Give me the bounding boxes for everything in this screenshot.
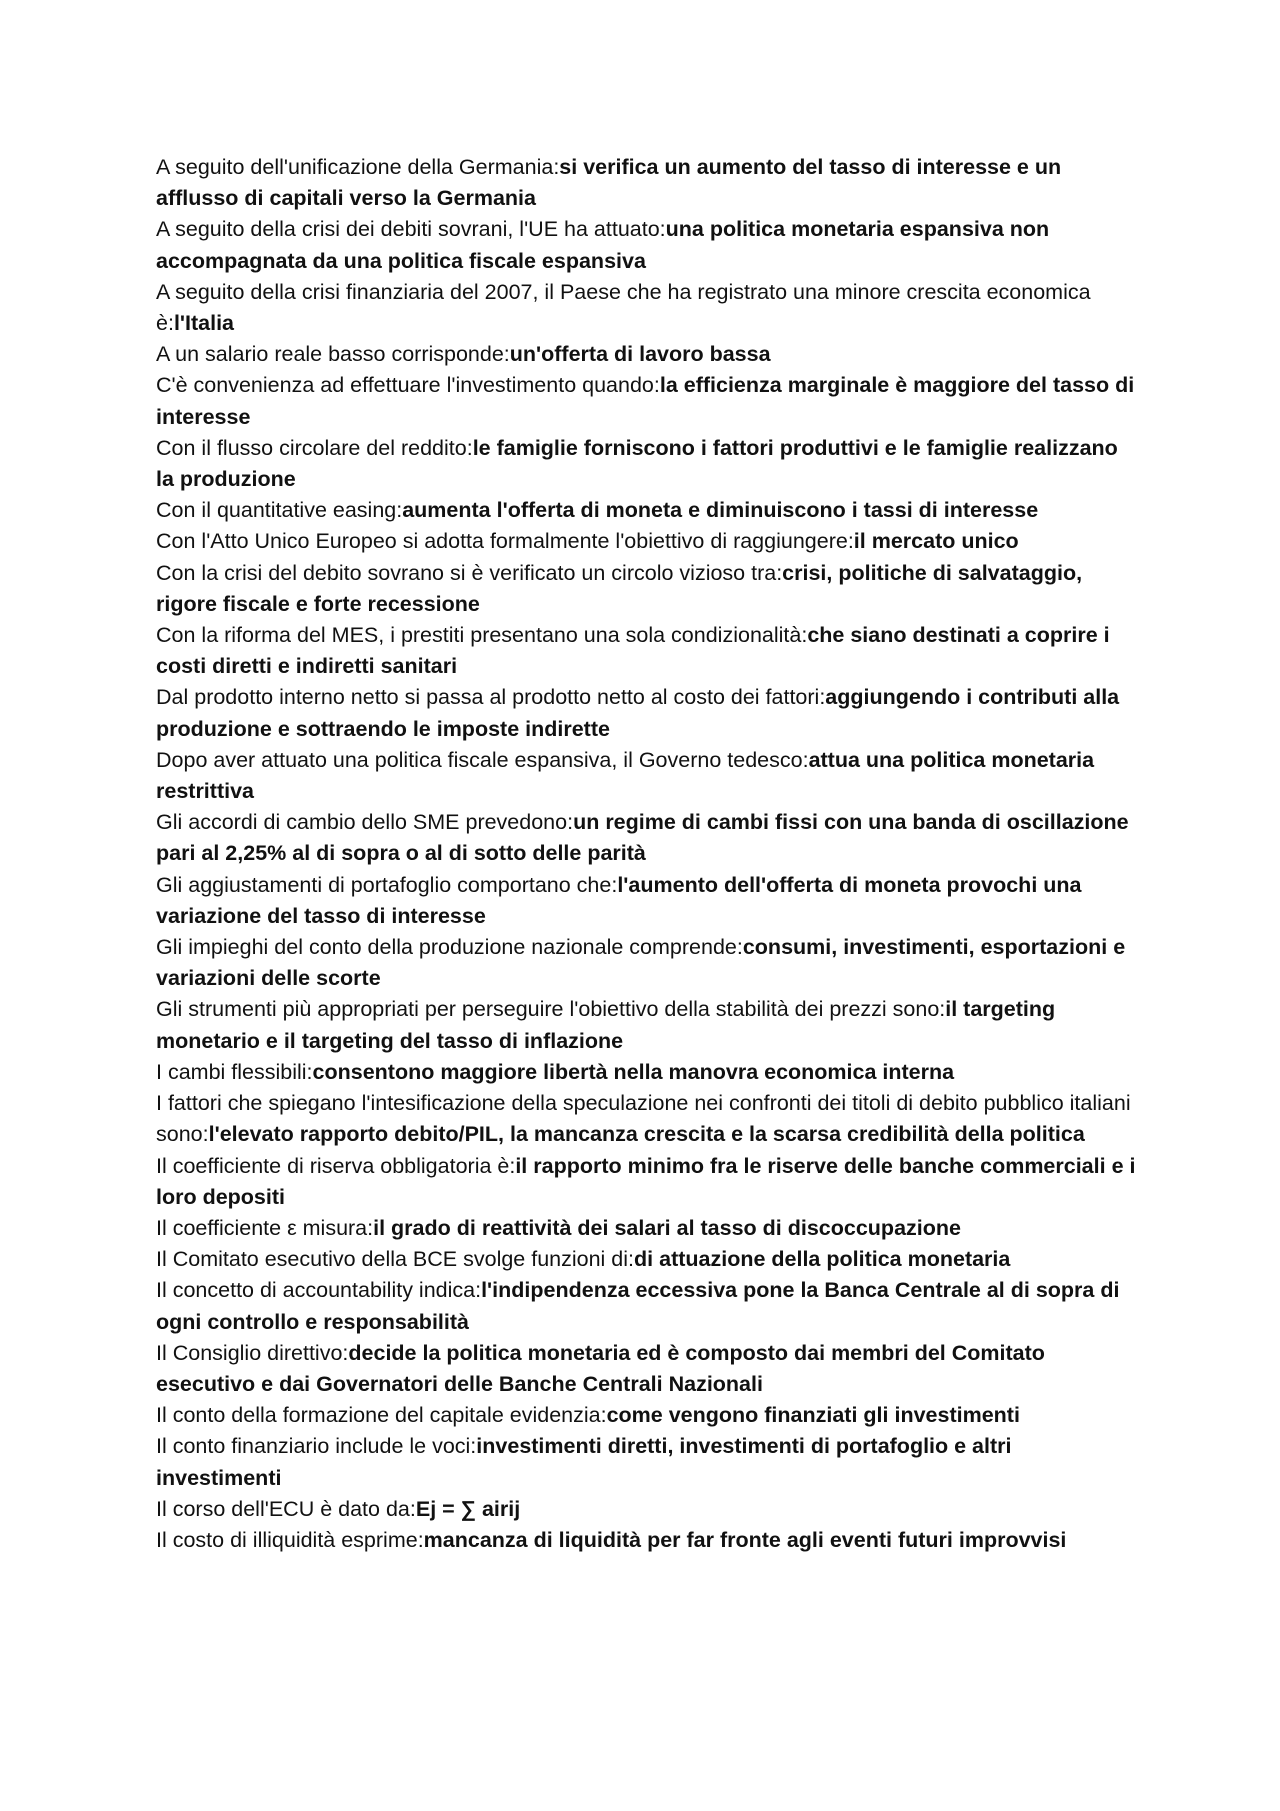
answer-text: che siano destinati a coprire i costi diretti e indiretti sanitari	[156, 623, 1110, 679]
question-text: Dal prodotto interno netto si passa al prodotto netto al costo dei fattori:	[156, 685, 826, 710]
answer-text: un'offerta di lavoro bassa	[509, 342, 771, 367]
qa-item	[156, 339, 1136, 370]
qa-item	[156, 370, 1136, 432]
question-text: Il costo di illiquidità esprime:	[156, 1527, 424, 1552]
qa-item	[156, 994, 1136, 1056]
answer-text: il mercato unico	[853, 529, 1019, 554]
qa-item	[156, 433, 1136, 495]
question-text: Il Comitato esecutivo della BCE svolge funzioni di:	[156, 1247, 635, 1272]
answer-text: di attuazione della politica monetaria	[634, 1247, 1011, 1272]
question-text: Il conto finanziario include le voci:	[156, 1434, 477, 1459]
answer-text: attua una politica monetaria restrittiva	[156, 747, 1095, 804]
question-text: Il coefficiente ε misura:	[156, 1215, 374, 1240]
qa-item	[156, 620, 1136, 682]
qa-item	[156, 277, 1136, 339]
question-text: Con la crisi del debito sovrano si è verificato un circolo vizioso tra:	[156, 560, 783, 585]
qa-item	[156, 152, 1136, 214]
qa-item	[156, 870, 1136, 932]
answer-text: il targeting monetario e il targeting del tasso di inflazione	[156, 997, 1056, 1053]
qa-item	[156, 1088, 1136, 1150]
qa-item	[156, 1431, 1136, 1493]
qa-item	[156, 1494, 1136, 1525]
question-text: I fattori che spiegano l'intesificazione della speculazione nei confronti dei titoli di debito pubblico italiani sono:	[156, 1091, 1131, 1147]
question-text: Gli accordi di cambio dello SME prevedono:	[156, 810, 574, 835]
question-text: A un salario reale basso corrisponde:	[156, 342, 510, 367]
answer-text: l'elevato rapporto debito/PIL, la mancanza crescita e la scarsa credibilità della politica	[208, 1122, 1085, 1147]
answer-text: come vengono finanziati gli investimenti	[606, 1403, 1020, 1428]
question-text: Con l'Atto Unico Europeo si adotta formalmente l'obiettivo di raggiungere:	[156, 529, 854, 554]
qa-item	[156, 1057, 1136, 1088]
question-text: I cambi flessibili:	[156, 1059, 313, 1084]
answer-text: l'indipendenza eccessiva pone la Banca Centrale al di sopra di ogni controllo e responsabilità	[156, 1278, 1120, 1334]
qa-item	[156, 495, 1136, 526]
answer-text: il rapporto minimo fra le riserve delle banche commerciali e i loro depositi	[156, 1153, 1136, 1209]
answer-text: crisi, politiche di salvataggio, rigore fiscale e forte recessione	[156, 560, 1083, 616]
qa-item	[156, 1525, 1136, 1556]
qa-item	[156, 682, 1136, 744]
answer-text: l'aumento dell'offerta di moneta provochi una variazione del tasso di interesse	[156, 872, 1082, 928]
qa-item	[156, 932, 1136, 994]
answer-text: aumenta l'offerta di moneta e diminuiscono i tassi di interesse	[402, 498, 1039, 523]
question-text: Gli strumenti più appropriati per perseguire l'obiettivo della stabilità dei prezzi sono:	[156, 997, 946, 1022]
answer-text: l'Italia	[173, 311, 235, 336]
question-text: Il Consiglio direttivo:	[156, 1340, 349, 1365]
question-text: Il concetto di accountability indica:	[156, 1278, 482, 1303]
qa-item	[156, 1275, 1136, 1337]
qa-item	[156, 745, 1136, 807]
answer-text: aggiungendo i contributi alla produzione e sottraendo le imposte indirette	[156, 685, 1120, 741]
question-text: Gli impieghi del conto della produzione nazionale comprende:	[156, 935, 743, 960]
question-text: A seguito della crisi dei debiti sovrani, l'UE ha attuato:	[156, 217, 666, 242]
answer-text: si verifica un aumento del tasso di interesse e un afflusso di capitali verso la Germania	[156, 155, 1062, 211]
question-text: Dopo aver attuato una politica fiscale espansiva, il Governo tedesco:	[156, 747, 809, 772]
answer-text: decide la politica monetaria ed è composto dai membri del Comitato esecutivo e dai Governatori delle Banche Centrali Nazionali	[156, 1340, 1045, 1396]
answer-text: il grado di reattività dei salari al tasso di discoccupazione	[373, 1215, 961, 1240]
answer-text: consentono maggiore libertà nella manovra economica interna	[312, 1059, 955, 1084]
qa-item	[156, 1400, 1136, 1431]
question-text: C'è convenienza ad effettuare l'investimento quando:	[156, 373, 660, 398]
answer-text: consumi, investimenti, esportazioni e variazioni delle scorte	[156, 935, 1126, 991]
qa-item	[156, 1244, 1136, 1275]
question-text: A seguito della crisi finanziaria del 2007, il Paese che ha registrato una minore crescita economica è:	[156, 279, 1091, 336]
qa-item	[156, 558, 1136, 620]
question-text: Il coefficiente di riserva obbligatoria è:	[156, 1153, 516, 1178]
qa-item	[156, 526, 1136, 557]
question-text: Con il quantitative easing:	[156, 498, 403, 523]
answer-text: un regime di cambi fissi con una banda di oscillazione pari al 2,25% al di sopra o al di sotto delle parità	[156, 810, 1129, 866]
document-page	[156, 152, 1136, 1556]
qa-item	[156, 807, 1136, 869]
question-text: Con la riforma del MES, i prestiti presentano una sola condizionalità:	[156, 623, 808, 648]
answer-text: le famiglie forniscono i fattori produttivi e le famiglie realizzano la produzione	[156, 435, 1118, 492]
qa-item	[156, 1213, 1136, 1244]
question-text: Il corso dell'ECU è dato da:	[156, 1496, 416, 1521]
answer-text: mancanza di liquidità per far fronte agli eventi futuri improvvisi	[423, 1527, 1067, 1552]
qa-item	[156, 1338, 1136, 1400]
qa-item	[156, 214, 1136, 276]
question-text: Con il flusso circolare del reddito:	[156, 435, 473, 460]
question-text: Gli aggiustamenti di portafoglio comportano che:	[156, 872, 618, 897]
answer-text: la efficienza marginale è maggiore del tasso di interesse	[156, 373, 1135, 429]
answer-text: una politica monetaria espansiva non accompagnata da una politica fiscale espansiva	[156, 217, 1050, 273]
answer-text: investimenti diretti, investimenti di portafoglio e altri investimenti	[156, 1434, 1012, 1490]
answer-text: Ej = ∑ airij	[415, 1496, 521, 1521]
question-text: A seguito dell'unificazione della Germania:	[156, 155, 560, 179]
question-text: Il conto della formazione del capitale evidenzia:	[156, 1403, 607, 1428]
qa-item	[156, 1151, 1136, 1213]
